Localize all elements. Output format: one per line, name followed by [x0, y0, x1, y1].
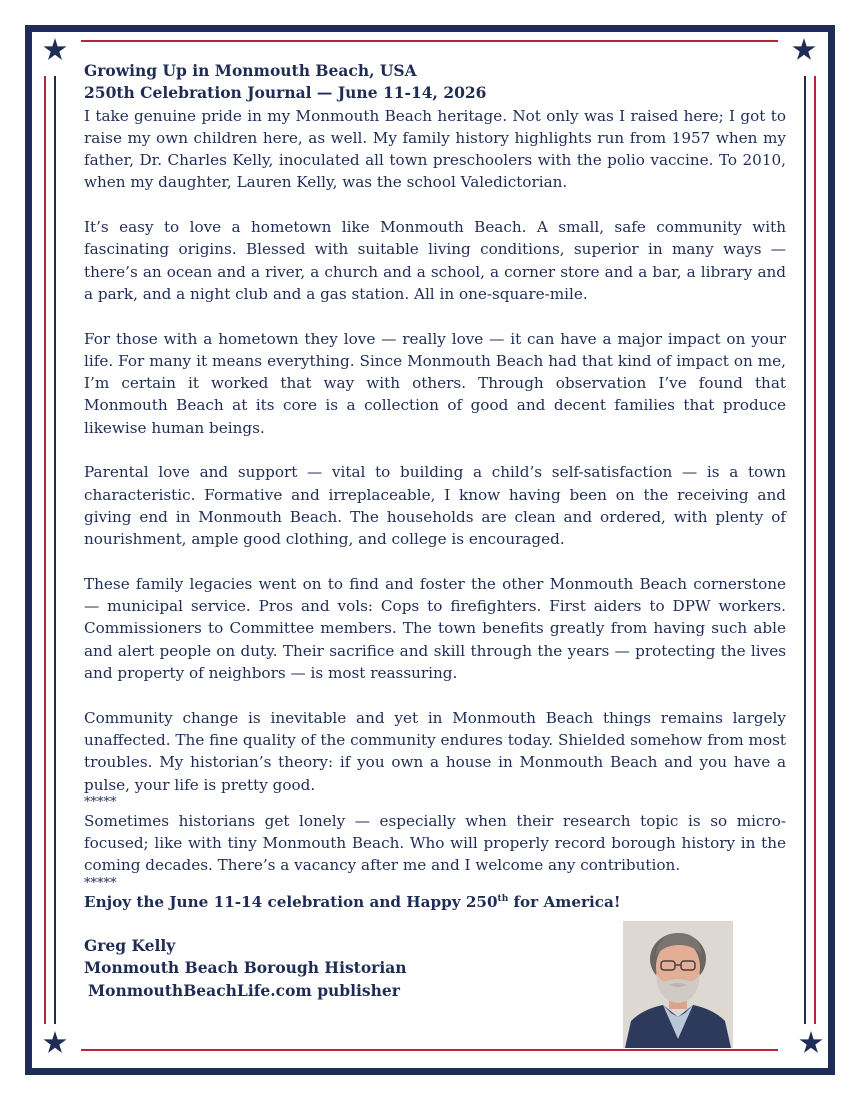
paragraph: I take genuine pride in my Monmouth Beach heritage. Not only was I raised here; I got to raise my own children here, as well. My family history highlights run from 1957 when my father, Dr. Charles Kelly, inoculated all town preschoolers with the polio vaccine. To 2010, when my daughter, Lauren Kelly, was the school Valedictorian. [84, 106, 786, 192]
top-red-line [81, 40, 778, 42]
signature-role: Monmouth Beach Borough Historian [84, 958, 407, 978]
paragraph: Parental love and support — vital to building a child’s self-satisfaction — is a town characteristic. Formative and irreplaceable, I know having been on the receiving and giving end in Monmouth Beach. The households are clean and ordered, with plenty of nourishment, ample good clothing, and college is encouraged. [84, 463, 786, 549]
closing-line: Enjoy the June 11-14 celebration and Happy 250th for America! [84, 892, 621, 911]
author-photo [623, 921, 733, 1048]
paragraph: For those with a hometown they love — really love — it can have a major impact on your life. For many it means everything. Since Monmouth Beach had that kind of impact on me, I’m certain it worked that way with others. Through observation I’ve found that Monmouth Beach at its core is a collection of good and decent families that produce likewise human beings. [84, 329, 786, 437]
article [84, 60, 786, 1002]
paragraph: These family legacies went on to find and foster the other Monmouth Beach cornerstone — municipal service. Pros and vols: Cops to firefighters. First aiders to DPW workers. Commissioners to Committee members. The town benefits greatly from having such able and alert people on duty. Their sacrifice and skill through the years — protecting the lives and property of neighbors — is most reassuring. [84, 574, 786, 683]
left-navy-line [54, 76, 56, 1024]
left-red-line [44, 76, 46, 1024]
paragraph: Sometimes historians get lonely — especially when their research topic is so micro-focused; like with tiny Monmouth Beach. Who will properly record borough history in the coming decades. There’s a vacancy after me and I welcome any contribution. [84, 811, 786, 875]
author-photo-art [623, 921, 733, 1048]
article-title: Growing Up in Monmouth Beach, USA [84, 61, 417, 80]
right-navy-line [804, 76, 806, 1024]
paragraph: It’s easy to love a hometown like Monmouth Beach. A small, safe community with fascinating origins. Blessed with suitable living conditions, superior in many ways — there’s an ocean and a river, a church and a school, a corner store and a bar, a library and a park, and a night club and a gas station. All in one-square-mile. [84, 218, 786, 303]
signature-publisher: MonmouthBeachLife.com publisher [88, 980, 400, 1000]
article-subtitle: 250th Celebration Journal — June 11-14, 2026 [84, 83, 487, 103]
separator: ***** [84, 875, 117, 891]
paragraph: Community change is inevitable and yet in Monmouth Beach things remains largely unaffected. The fine quality of the community endures today. Shielded somehow from most troubles. My historian’s theory: if you own a house in Monmouth Beach and you have a pulse, your life is pretty good. [84, 708, 786, 794]
separator: ***** [84, 794, 117, 810]
signature-name: Greg Kelly [84, 935, 176, 955]
bottom-red-line [81, 1049, 778, 1051]
right-red-line [814, 76, 816, 1024]
